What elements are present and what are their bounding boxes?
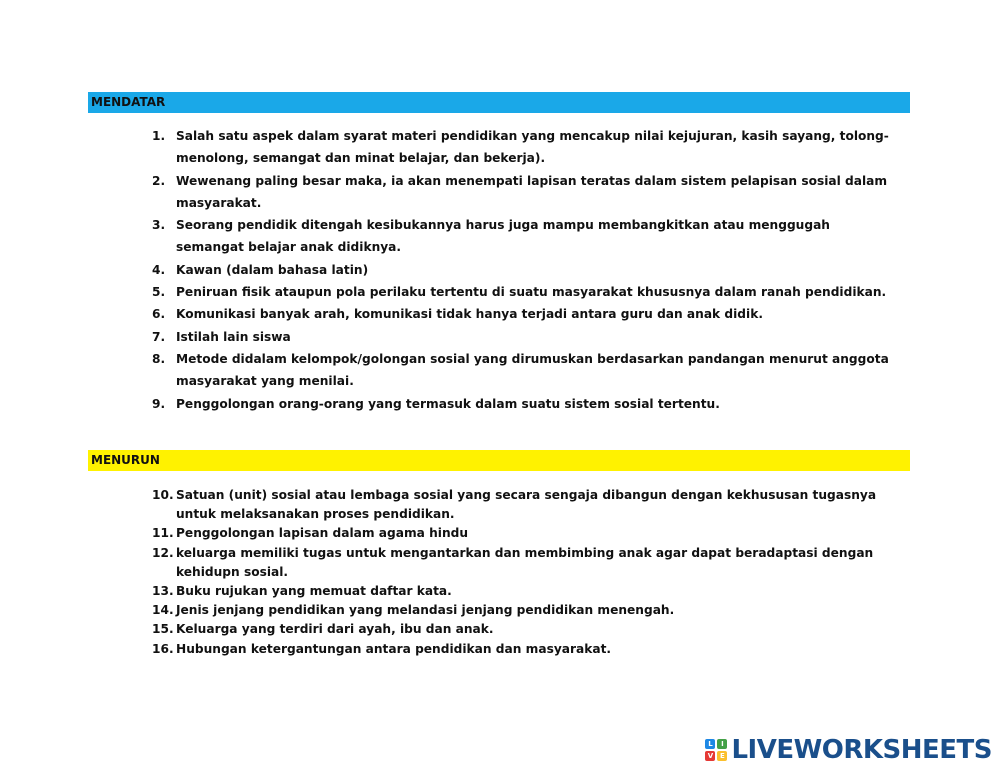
section-header-mendatar: MENDATAR — [88, 92, 910, 113]
clue-number: 6. — [152, 307, 166, 322]
clue-number: 7. — [152, 329, 166, 344]
list-item — [152, 524, 912, 543]
clue-text: Kawan (dalam bahasa latin) — [176, 262, 369, 277]
clue-text: Istilah lain siswa — [176, 329, 291, 344]
clue-text: Salah satu aspek dalam syarat materi pendidikan yang mencakup nilai kejujuran, kasih sayang, tolong-menolong, semangat dan minat belajar, dan bekerja). — [176, 129, 889, 166]
section-header-menurun: MENURUN — [88, 450, 910, 471]
clue-number: 15. — [152, 622, 174, 637]
clue-text: keluarga memiliki tugas untuk mengantarkan dan membimbing anak agar dapat beradaptasi dengan kehidupn sosial. — [176, 545, 874, 579]
clue-text: Satuan (unit) sosial atau lembaga sosial yang secara sengaja dibangun dengan kekhususan tugasnya untuk melaksanakan proses pendidikan. — [176, 488, 877, 522]
clue-number: 16. — [152, 641, 174, 656]
clue-text: Wewenang paling besar maka, ia akan menempati lapisan teratas dalam sistem pelapisan sosial dalam masyarakat. — [176, 173, 888, 210]
list-item — [152, 281, 892, 303]
list-item — [152, 125, 892, 170]
clue-number: 1. — [152, 129, 166, 143]
clue-text: Seorang pendidik ditengah kesibukannya harus juga mampu membangkitkan atau menggugah semangat belajar anak didiknya. — [176, 218, 830, 255]
list-item — [152, 486, 912, 524]
clue-list-mendatar — [152, 125, 892, 415]
clue-text: Keluarga yang terdiri dari ayah, ibu dan anak. — [176, 622, 494, 637]
clue-number: 2. — [152, 173, 166, 188]
list-item — [152, 259, 892, 281]
clue-text: Buku rujukan yang memuat daftar kata. — [176, 584, 452, 599]
clue-number: 4. — [152, 262, 166, 277]
clue-text: Komunikasi banyak arah, komunikasi tidak hanya terjadi antara guru dan anak didik. — [176, 307, 763, 322]
list-item — [152, 170, 892, 215]
list-item — [152, 620, 912, 639]
logo-text: LIVEWORKSHEETS — [731, 735, 992, 765]
liveworksheets-logo[interactable] — [705, 734, 992, 766]
list-item — [152, 582, 912, 601]
clue-text: Penggolongan lapisan dalam agama hindu — [176, 526, 469, 541]
list-item — [152, 326, 892, 348]
list-item — [152, 544, 912, 582]
list-item — [152, 393, 892, 415]
clue-text: Penggolongan orang-orang yang termasuk dalam suatu sistem sosial tertentu. — [176, 396, 720, 411]
clue-number: 3. — [152, 218, 166, 233]
clue-number: 11. — [152, 526, 174, 541]
clue-text: Hubungan ketergantungan antara pendidikan dan masyarakat. — [176, 641, 612, 656]
clue-number: 10. — [152, 488, 174, 502]
clue-text: Jenis jenjang pendidikan yang melandasi jenjang pendidikan menengah. — [176, 603, 675, 618]
clue-number: 9. — [152, 396, 166, 411]
clue-number: 8. — [152, 351, 166, 366]
list-item — [152, 214, 892, 259]
list-item — [152, 303, 892, 325]
list-item — [152, 348, 892, 393]
logo-mark-icon: L I V E — [705, 739, 727, 761]
clue-text: Peniruan fisik ataupun pola perilaku tertentu di suatu masyarakat khususnya dalam ranah pendidikan. — [176, 285, 887, 300]
clue-number: 14. — [152, 603, 174, 618]
clue-text: Metode didalam kelompok/golongan sosial yang dirumuskan berdasarkan pandangan menurut anggota masyarakat yang menilai. — [176, 351, 889, 389]
list-item — [152, 601, 912, 620]
clue-number: 5. — [152, 285, 166, 300]
list-item — [152, 640, 912, 659]
clue-number: 12. — [152, 545, 174, 560]
clue-list-menurun — [152, 486, 912, 659]
clue-number: 13. — [152, 584, 174, 599]
